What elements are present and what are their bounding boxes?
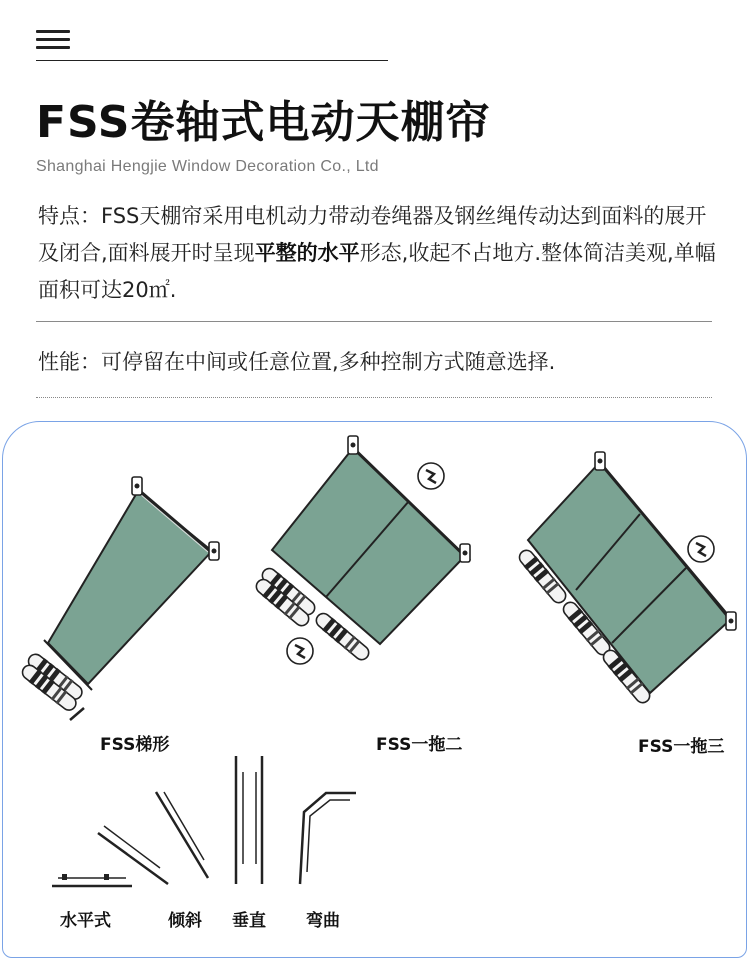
caption-horizontal: 水平式 <box>60 911 111 931</box>
caption-slope: 倾斜 <box>168 911 202 931</box>
performance-text: 可停留在中间或任意位置,多种控制方式随意选择. <box>101 350 556 374</box>
features-highlight: 平整的水平 <box>254 241 360 265</box>
one-to-three-diagram <box>516 452 736 706</box>
install-vertical-icon <box>236 756 262 884</box>
one-to-two-diagram <box>253 436 470 664</box>
install-slope-icon <box>98 792 208 884</box>
install-horizontal-icon <box>52 874 132 886</box>
performance-label: 性能： <box>38 350 101 374</box>
features-label: 特点： <box>38 204 101 228</box>
caption-vertical: 垂直 <box>232 911 266 931</box>
trapezoid-diagram <box>19 477 219 720</box>
features-text: FSS天棚帘采用电机动力带动卷绳器及钢丝绳传动达到面料的展开及闭合,面料展开时呈现 <box>38 204 707 265</box>
caption-curved: 弯曲 <box>306 911 340 931</box>
features-text-end: 形态,收起不占地方.整体简洁美观,单幅面积可达20㎡. <box>38 241 716 302</box>
company-name: Shanghai Hengjie Window Decoration Co., Ltd <box>36 158 379 175</box>
caption-one-to-three: FSS一拖三 <box>638 737 725 757</box>
page-title: FSS卷轴式电动天棚帘 <box>36 97 491 148</box>
caption-one-to-two: FSS一拖二 <box>376 735 463 755</box>
caption-trapezoid: FSS梯形 <box>100 735 170 755</box>
install-curved-icon <box>300 793 356 884</box>
